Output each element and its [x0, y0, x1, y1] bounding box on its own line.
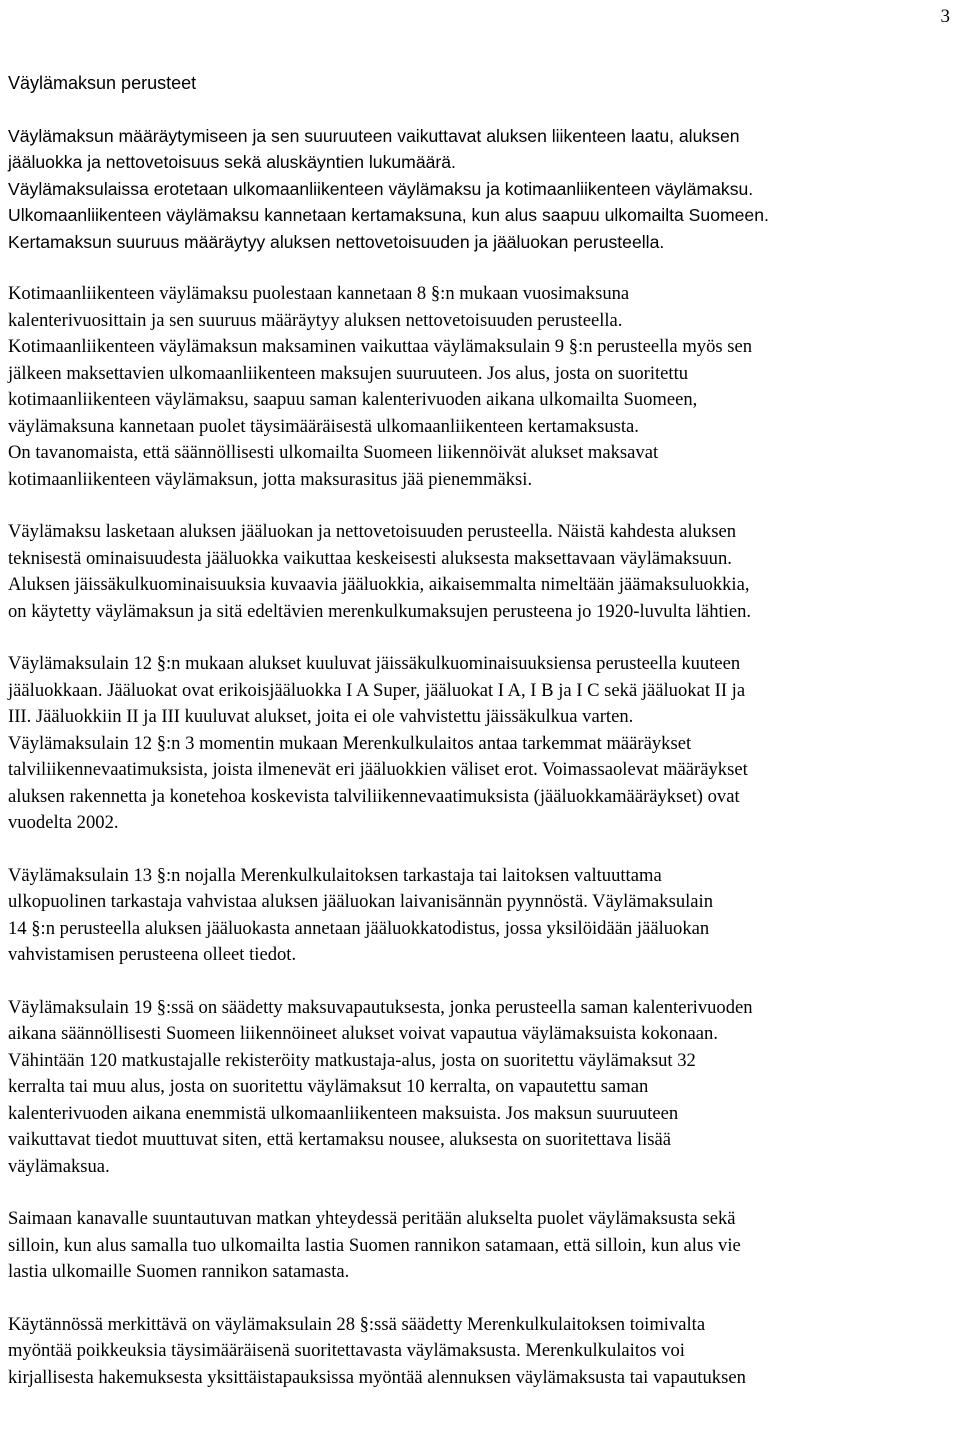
page-number: 3 — [940, 6, 950, 27]
paragraph-line: kalenterivuosittain ja sen suuruus määräytyy aluksen nettovetoisuuden perusteella. — [8, 309, 623, 331]
paragraph-line: Väylämaksulain 12 §:n mukaan alukset kuuluvat jäissäkulkuominaisuuksiensa perusteella kuuteen — [8, 653, 741, 674]
paragraph-line: Kotimaanliikenteen väylämaksu puolestaan kannetaan 8 §:n mukaan vuosimaksuna — [8, 283, 630, 304]
paragraph-line: jääluokkaan. Jääluokat ovat erikoisjääluokka I A Super, jääluokat I A, I B ja I C sekä jääluokat II ja — [8, 679, 746, 701]
paragraph — [8, 123, 956, 256]
paragraph-line: Kotimaanliikenteen väylämaksun maksaminen vaikuttaa väylämaksulain 9 §:n perusteella myös sen — [8, 336, 753, 357]
paragraph-line: ulkopuolinen tarkastaja vahvistaa aluksen jääluokan laivanisännän pyynnöstä. Väylämaksulain — [8, 891, 713, 912]
document-body — [8, 70, 956, 1417]
paragraph-line: silloin, kun alus samalla tuo ulkomailta lastia Suomen rannikon satamaan, että silloin, kun alus vie — [8, 1234, 741, 1256]
paragraph-line: vahvistamisen perusteena olleet tiedot. — [8, 944, 297, 965]
paragraph-line: väylämaksua. — [8, 1155, 110, 1177]
paragraph-line: Vähintään 120 matkustajalle rekisteröity matkustaja-alus, josta on suoritettu väylämaksut 32 — [8, 1049, 696, 1071]
paragraph-line: Aluksen jäissäkulkuominaisuuksia kuvaavia jääluokkia, aikaisemmalta nimeltään jäämaksuluokkia, — [8, 574, 750, 595]
paragraph-line: kerralta tai muu alus, josta on suoritettu väylämaksut 10 kerralta, on vapautettu saman — [8, 1076, 649, 1097]
paragraph-line: Saimaan kanavalle suuntautuvan matkan yhteydessä peritään alukselta puolet väylämaksusta sekä — [8, 1208, 736, 1229]
paragraph-line: 14 §:n perusteella aluksen jääluokasta annetaan jääluokkatodistus, jossa yksilöidään jääluokan — [8, 917, 710, 939]
paragraph-line: Ulkomaanliikenteen väylämaksu kannetaan kertamaksuna, kun alus saapuu ulkomailta Suomeen. — [8, 205, 769, 225]
paragraph-line: kotimaanliikenteen väylämaksun, jotta maksurasitus jää pienemmäksi. — [8, 468, 533, 490]
paragraph — [8, 863, 956, 969]
paragraph-line: jälkeen maksettavien ulkomaanliikenteen maksujen suuruuteen. Jos alus, josta on suoritettu — [8, 362, 689, 384]
paragraph-list — [8, 123, 956, 1392]
paragraph-line: Käytännössä merkittävä on väylämaksulain 28 §:ssä säädetty Merenkulkulaitoksen toimivalta — [8, 1313, 706, 1335]
paragraph-line: Väylämaksu lasketaan aluksen jääluokan ja nettovetoisuuden perusteella. Näistä kahdesta aluksen — [8, 521, 737, 542]
paragraph-line: Väylämaksulain 12 §:n 3 momentin mukaan Merenkulkulaitos antaa tarkemmat määräykset — [8, 732, 692, 754]
paragraph — [8, 519, 956, 625]
paragraph-line: kotimaanliikenteen väylämaksu, saapuu saman kalenterivuoden aikana ulkomailta Suomeen, — [8, 389, 698, 410]
paragraph-line: III. Jääluokkiin II ja III kuuluvat alukset, joita ei ole vahvistettu jäissäkulkua varten. — [8, 706, 634, 727]
section-title: Väylämaksun perusteet — [8, 73, 197, 93]
paragraph-line: talviliikennevaatimuksista, joista ilmenevät eri jääluokkien väliset erot. Voimassaolevat määräykset — [8, 759, 748, 780]
paragraph-line: lastia ulkomaille Suomen rannikon satamasta. — [8, 1261, 350, 1282]
paragraph-line: Väylämaksulain 13 §:n nojalla Merenkulkulaitoksen tarkastaja tai laitoksen valtuuttama — [8, 864, 662, 886]
paragraph — [8, 1312, 956, 1392]
paragraph-line: On tavanomaista, että säännöllisesti ulkomailta Suomeen liikennöivät alukset maksavat — [8, 442, 659, 463]
paragraph-line: aikana säännöllisesti Suomeen liikennöineet alukset voivat vapautua väylämaksuista kokonaan. — [8, 1023, 718, 1044]
paragraph-line: Väylämaksulaissa erotetaan ulkomaanliikenteen väylämaksu ja kotimaanliikenteen väylämaksu. — [8, 178, 754, 199]
paragraph-line: jääluokka ja nettovetoisuus sekä aluskäyntien lukumäärä. — [8, 152, 456, 172]
paragraph — [8, 1206, 956, 1286]
paragraph-line: Kertamaksun suuruus määräytyy aluksen nettovetoisuuden ja jääluokan perusteella. — [8, 231, 665, 252]
paragraph-line: myöntää poikkeuksia täysimääräisenä suoritettavasta väylämaksusta. Merenkulkulaitos voi — [8, 1340, 685, 1361]
paragraph — [8, 995, 956, 1181]
paragraph — [8, 651, 956, 837]
paragraph-line: Väylämaksulain 19 §:ssä on säädetty maksuvapautuksesta, jonka perusteella saman kalenterivuoden — [8, 996, 753, 1018]
paragraph-line: kalenterivuoden aikana enemmistä ulkomaanliikenteen maksuista. Jos maksun suuruuteen — [8, 1102, 679, 1124]
paragraph-line: kirjallisesta hakemuksesta yksittäistapauksissa myöntää alennuksen väylämaksusta tai vapautuksen — [8, 1366, 746, 1388]
paragraph — [8, 281, 956, 493]
paragraph-line: aluksen rakennetta ja konetehoa koskevista talviliikennevaatimuksista (jääluokkamääräykset) ovat — [8, 785, 740, 807]
paragraph-line: teknisestä ominaisuudesta jääluokka vaikuttaa keskeisesti aluksesta maksettavaan väylämaksuun. — [8, 547, 732, 569]
paragraph-line: on käytetty väylämaksun ja sitä edeltävien merenkulkumaksujen perusteena jo 1920-luvulta lähtien. — [8, 600, 752, 622]
paragraph-line: väylämaksuna kannetaan puolet täysimääräisestä ulkomaanliikenteen kertamaksusta. — [8, 415, 639, 437]
paragraph-line: vuodelta 2002. — [8, 812, 119, 833]
paragraph-line: Väylämaksun määräytymiseen ja sen suuruuteen vaikuttavat aluksen liikenteen laatu, aluksen — [8, 125, 740, 146]
paragraph-line: vaikuttavat tiedot muuttuvat siten, että kertamaksu nousee, aluksesta on suoritettava lisää — [8, 1129, 671, 1150]
